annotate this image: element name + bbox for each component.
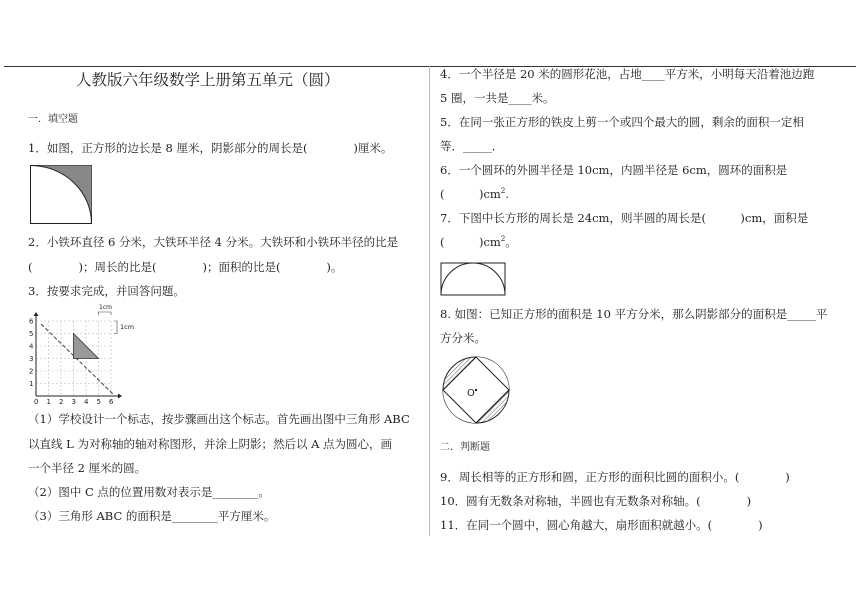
question-8-line2: 方分米。: [440, 331, 486, 345]
x-tick: 5: [96, 398, 101, 404]
section-judge: 二．判断题: [440, 442, 490, 453]
y-tick: 3: [29, 355, 34, 363]
unit-label-top: 1cm: [99, 304, 112, 311]
question-3: 3．按要求完成，并回答问题。: [28, 284, 185, 298]
question-3-1-line1: （1）学校设计一个标志，按步骤画出这个标志。首先画出图中三角形 ABC: [28, 412, 410, 426]
question-5-line2: 等．_____．: [440, 139, 504, 153]
question-9: 9．周长相等的正方形和圆，正方形的面积比圆的面积小。( ): [440, 470, 790, 484]
y-tick: 5: [29, 330, 34, 338]
x-tick: 3: [71, 398, 76, 404]
question-6-line1: 6．一个圆环的外圆半径是 10cm，内圆半径是 6cm，圆环的面积是: [440, 163, 788, 177]
x-tick: 0: [34, 398, 39, 404]
question-4-line2: 5 圈，一共是____米。: [440, 91, 555, 105]
square-quarter-circle-figure: [30, 165, 94, 225]
question-7-superscript: 2: [500, 235, 506, 244]
question-4-line1: 4．一个半径是 20 米的圆形花池，占地____平方米，小明每天沿着池边跑: [440, 67, 815, 81]
question-7-end: 。: [505, 235, 517, 249]
x-tick: 6: [109, 398, 114, 404]
x-tick: 1: [46, 398, 51, 404]
question-11: 11．在同一个圆中，圆心角越大，扇形面积就越小。( ): [440, 518, 763, 532]
question-6-end: .: [505, 187, 509, 201]
coordinate-grid-figure: [28, 302, 148, 404]
x-tick: 4: [84, 398, 89, 404]
question-5-line1: 5．在同一张正方形的铁皮上剪一个或四个最大的圆，剩余的面积一定相: [440, 115, 804, 129]
question-2-line2: ( )；周长的比是( )；面积的比是( )。: [28, 260, 343, 274]
y-tick: 4: [29, 342, 34, 351]
section-fill-blank: 一．填空题: [28, 114, 78, 125]
question-10: 10．圆有无数条对称轴，半圆也有无数条对称轴。( ): [440, 494, 752, 508]
question-6-answer: ( )cm: [440, 187, 501, 201]
y-tick: 2: [29, 367, 34, 376]
unit-label-right: 1cm: [120, 323, 135, 331]
x-tick: 2: [59, 398, 64, 404]
question-3-3: （3）三角形 ABC 的面积是________平方厘米。: [28, 509, 276, 523]
column-divider: [429, 66, 430, 536]
question-3-2: （2）图中 C 点的位置用数对表示是________。: [28, 485, 270, 499]
question-3-1-line3: 一个半径 2 厘米的圆。: [28, 461, 147, 475]
y-tick: 6: [29, 317, 34, 326]
question-7-line1: 7．下图中长方形的周长是 24cm，则半圆的周长是( )cm，面积是: [440, 211, 809, 225]
page-title: 人教版六年级数学上册第五单元（圆）: [76, 71, 340, 89]
y-tick: 1: [29, 380, 34, 388]
question-3-1-line2: 以直线 L 为对称轴的轴对称图形，并涂上阴影；然后以 A 点为圆心，画: [28, 437, 393, 451]
question-7-line2: [440, 234, 517, 250]
question-6-line2: [440, 186, 509, 202]
circle-center-label: O: [467, 388, 475, 399]
question-6-superscript: 2: [500, 187, 506, 196]
question-2-line1: 2．小铁环直径 6 分米，大铁环半径 4 分米。大铁环和小铁环半径的比是: [28, 235, 399, 249]
circle-square-figure: [440, 354, 512, 426]
rectangle-semicircle-figure: [440, 262, 508, 298]
question-7-answer: ( )cm: [440, 235, 501, 249]
question-1: 1．如图，正方形的边长是 8 厘米，阴影部分的周长是( )厘米。: [28, 141, 393, 155]
question-8-line1: 8. 如图：已知正方形的面积是 10 平方分米，那么阴影部分的面积是_____平: [440, 307, 828, 321]
